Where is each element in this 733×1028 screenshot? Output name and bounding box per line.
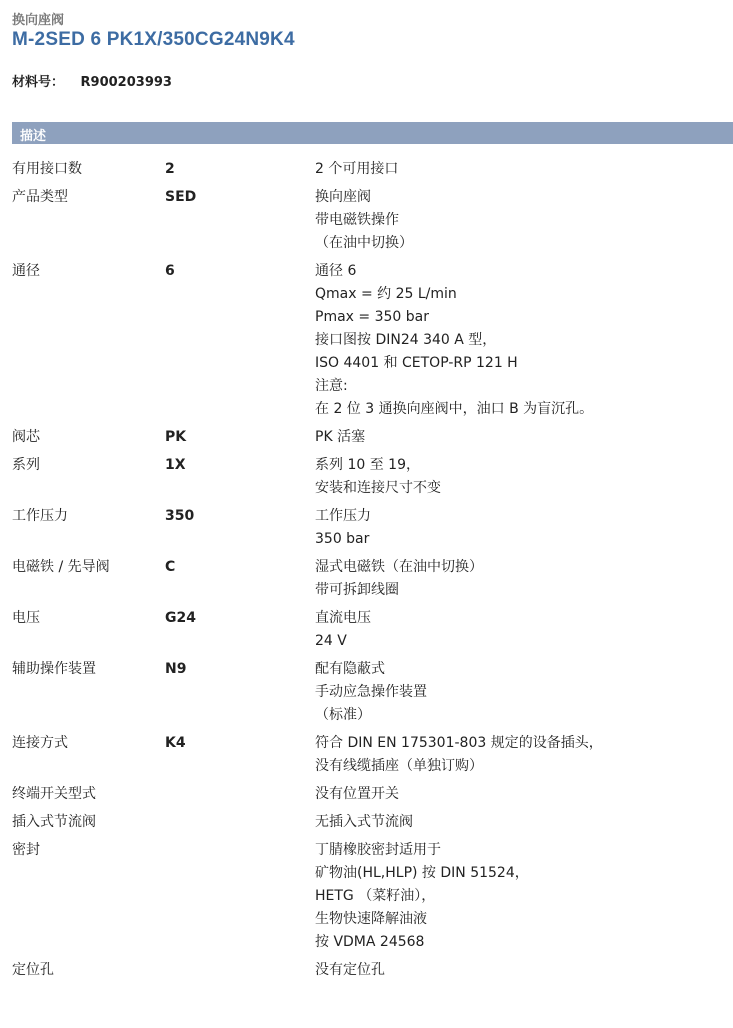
spec-description-line: 接口图按 DIN24 340 A 型， (315, 332, 497, 348)
spec-label: 电磁铁 / 先导阀 (12, 559, 110, 575)
spec-description-line: 丁腈橡胶密封适用于 (315, 842, 441, 858)
spec-description (315, 260, 733, 421)
spec-label: 电压 (12, 610, 40, 626)
spec-label: 产品类型 (12, 189, 68, 205)
spec-label: 阀芯 (12, 429, 40, 445)
spec-description (315, 811, 733, 834)
spec-row (12, 260, 733, 421)
spec-description-line: 无插入式节流阀 (315, 814, 413, 830)
spec-row (12, 811, 733, 834)
spec-description (315, 454, 733, 500)
spec-description (315, 959, 733, 982)
spec-description-line: 系列 10 至 19， (315, 457, 420, 473)
spec-code: 2 (165, 161, 175, 177)
spec-description (315, 505, 733, 551)
spec-code: N9 (165, 661, 187, 677)
spec-row (12, 732, 733, 778)
spec-description-line: Pmax = 350 bar (315, 309, 429, 325)
spec-description (315, 783, 733, 806)
spec-description-line: 湿式电磁铁（在油中切换） (315, 559, 483, 575)
spec-code: 1X (165, 457, 186, 473)
spec-description-line: （在油中切换） (315, 235, 413, 251)
section-header-description (12, 122, 733, 144)
spec-label: 辅助操作装置 (12, 661, 96, 677)
spec-code: 350 (165, 508, 195, 524)
spec-description-line: 在 2 位 3 通换向座阀中，油口 B 为盲沉孔。 (315, 401, 594, 417)
spec-label: 终端开关型式 (12, 786, 96, 802)
spec-code: 6 (165, 263, 175, 279)
spec-row (12, 839, 733, 954)
spec-description-line: Qmax = 约 25 L/min (315, 286, 457, 302)
spec-description-line: PK 活塞 (315, 429, 366, 445)
spec-description (315, 158, 733, 181)
spec-description (315, 556, 733, 602)
spec-code: C (165, 559, 176, 575)
spec-code: K4 (165, 735, 186, 751)
spec-description-line: 换向座阀 (315, 189, 371, 205)
spec-description-line: 没有线缆插座（单独订购） (315, 758, 483, 774)
spec-label: 通径 (12, 263, 40, 279)
spec-description (315, 658, 733, 727)
spec-label: 插入式节流阀 (12, 814, 96, 830)
spec-description-line: 通径 6 (315, 263, 357, 279)
spec-code: PK (165, 429, 187, 445)
spec-row (12, 505, 733, 551)
spec-description-line: 350 bar (315, 531, 370, 547)
spec-description (315, 607, 733, 653)
material-number-label: 材料号： (12, 75, 65, 90)
spec-description-line: HETG （菜籽油）， (315, 888, 436, 904)
spec-code: SED (165, 189, 197, 205)
spec-description (315, 732, 733, 778)
spec-description (315, 426, 733, 449)
spec-description-line: 生物快速降解油液 (315, 911, 427, 927)
spec-row (12, 658, 733, 727)
material-number-line (12, 71, 172, 90)
spec-label: 有用接口数 (12, 161, 82, 177)
spec-description-line: （标准） (315, 707, 371, 723)
section-title: 描述 (20, 129, 47, 144)
spec-description (315, 186, 733, 255)
spec-description-line: 配有隐蔽式 (315, 661, 385, 677)
product-title: M-2SED 6 PK1X/350CG24N9K4 (12, 29, 295, 50)
spec-description-line: 2 个可用接口 (315, 161, 399, 177)
spec-label: 系列 (12, 457, 40, 473)
spec-row (12, 158, 733, 181)
spec-description-line: 注意: (315, 378, 348, 394)
spec-label: 工作压力 (12, 508, 68, 524)
spec-description-line: 手动应急操作装置 (315, 684, 427, 700)
spec-description-line: 工作压力 (315, 508, 371, 524)
spec-row (12, 607, 733, 653)
spec-row (12, 454, 733, 500)
spec-description-line: 带电磁铁操作 (315, 212, 399, 228)
spec-description-line: 直流电压 (315, 610, 371, 626)
spec-table (12, 158, 733, 987)
spec-label: 连接方式 (12, 735, 68, 751)
spec-label: 定位孔 (12, 962, 54, 978)
material-number-value: R900203993 (80, 75, 172, 90)
product-category: 换向座阀 (12, 13, 65, 28)
spec-description-line: ISO 4401 和 CETOP-RP 121 H (315, 355, 518, 371)
spec-row (12, 556, 733, 602)
spec-description-line: 矿物油(HL,HLP) 按 DIN 51524， (315, 865, 529, 881)
spec-description-line: 24 V (315, 633, 347, 649)
spec-description-line: 没有定位孔 (315, 962, 385, 978)
spec-description-line: 带可拆卸线圈 (315, 582, 399, 598)
spec-description-line: 没有位置开关 (315, 786, 399, 802)
spec-description (315, 839, 733, 954)
spec-row (12, 959, 733, 982)
spec-code: G24 (165, 610, 196, 626)
spec-description-line: 符合 DIN EN 175301-803 规定的设备插头， (315, 735, 603, 751)
spec-row (12, 426, 733, 449)
spec-description-line: 按 VDMA 24568 (315, 934, 425, 950)
spec-label: 密封 (12, 842, 40, 858)
spec-row (12, 186, 733, 255)
spec-description-line: 安装和连接尺寸不变 (315, 480, 441, 496)
spec-row (12, 783, 733, 806)
